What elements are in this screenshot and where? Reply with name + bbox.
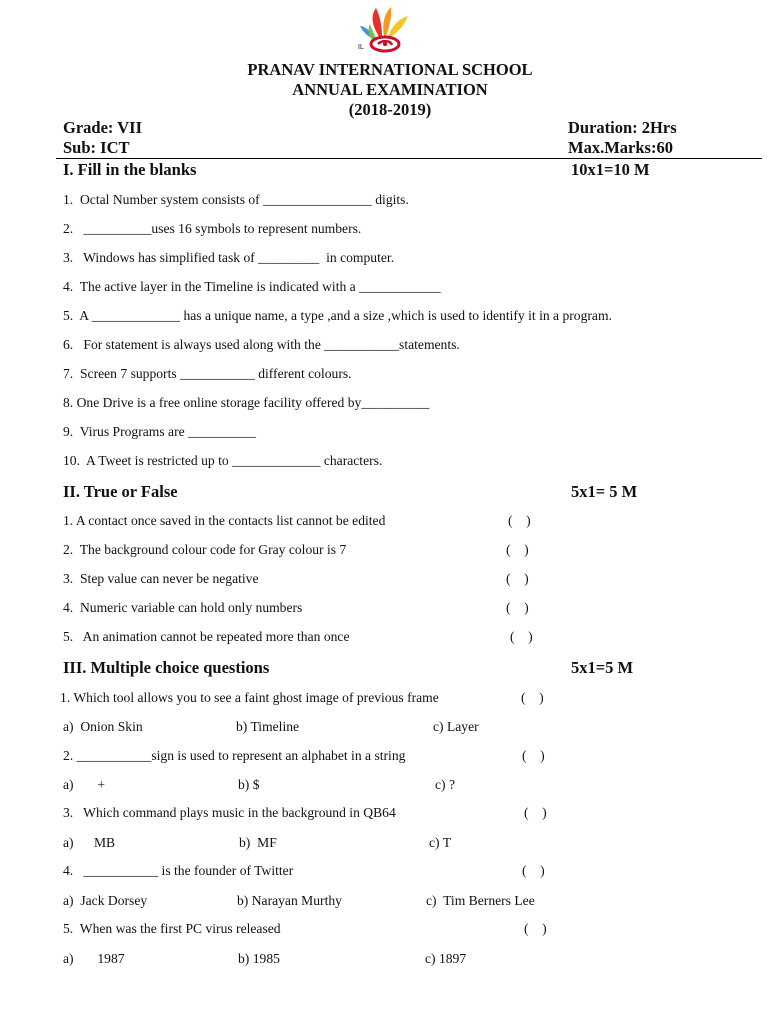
fill-question: 2. __________uses 16 symbols to represent numbers. — [63, 221, 362, 236]
logo-letters: IL — [358, 44, 364, 51]
mcq-option-b: b) $ — [238, 777, 260, 792]
mcq-option-c: c) Layer — [433, 719, 479, 734]
mcq-question: 1. Which tool allows you to see a faint ghost image of previous frame — [60, 690, 439, 705]
section-fill-marks: 10x1=10 M — [571, 160, 650, 179]
mcq-question: 5. When was the first PC virus released — [63, 921, 281, 936]
mcq-option-c: c) Tim Berners Lee — [426, 893, 535, 908]
school-name: PRANAV INTERNATIONAL SCHOOL — [247, 60, 533, 79]
answer-blank: ( ) — [522, 748, 545, 763]
fill-question: 1. Octal Number system consists of ________________ digits. — [63, 192, 409, 207]
fill-question: 3. Windows has simplified task of _________ in computer. — [63, 250, 395, 265]
answer-blank: ( ) — [524, 805, 547, 820]
max-marks-label: Max.Marks:60 — [568, 138, 673, 157]
mcq-option-a: a) Jack Dorsey — [63, 893, 148, 908]
mcq-option-c: c) 1897 — [425, 951, 467, 966]
mcq-question: 4. ___________ is the founder of Twitter — [63, 863, 294, 878]
mcq-question: 2. ___________sign is used to represent an alphabet in a string — [63, 748, 406, 763]
section-tf-title: II. True or False — [63, 482, 178, 501]
section-fill-title: I. Fill in the blanks — [63, 160, 197, 179]
answer-blank: ( ) — [506, 571, 529, 586]
mcq-option-b: b) MF — [239, 835, 277, 850]
mcq-option-b: b) 1985 — [238, 951, 280, 966]
tf-question: 3. Step value can never be negative — [63, 571, 259, 586]
fill-question: 4. The active layer in the Timeline is indicated with a ____________ — [63, 279, 441, 294]
grade-label: Grade: VII — [63, 118, 142, 137]
answer-blank: ( ) — [521, 690, 544, 705]
mcq-question: 3. Which command plays music in the background in QB64 — [63, 805, 396, 820]
mcq-option-c: c) T — [429, 835, 452, 850]
fill-question: 7. Screen 7 supports ___________ different colours. — [63, 366, 352, 381]
mcq-option-a: a) + — [63, 777, 106, 792]
fill-question: 10. A Tweet is restricted up to _____________ characters. — [63, 453, 383, 468]
answer-blank: ( ) — [506, 542, 529, 557]
answer-blank: ( ) — [506, 600, 529, 615]
exam-title: ANNUAL EXAMINATION — [292, 80, 488, 99]
tf-question: 5. An animation cannot be repeated more than once — [63, 629, 350, 644]
section-mcq-marks: 5x1=5 M — [571, 658, 634, 677]
mcq-option-b: b) Timeline — [236, 719, 300, 734]
mcq-option-a: a) 1987 — [63, 951, 125, 966]
mcq-option-a: a) MB — [63, 835, 116, 850]
fill-question: 9. Virus Programs are __________ — [63, 424, 257, 439]
fill-question: 6. For statement is always used along with the ___________statements. — [63, 337, 460, 352]
fill-question: 8. One Drive is a free online storage facility offered by__________ — [63, 395, 430, 410]
fill-question: 5. A _____________ has a unique name, a type ,and a size ,which is used to identify it in a program. — [63, 308, 612, 323]
answer-blank: ( ) — [508, 513, 531, 528]
section-tf-marks: 5x1= 5 M — [571, 482, 638, 501]
mcq-option-c: c) ? — [435, 777, 455, 792]
answer-blank: ( ) — [524, 921, 547, 936]
answer-blank: ( ) — [522, 863, 545, 878]
mcq-option-a: a) Onion Skin — [63, 719, 143, 734]
exam-year: (2018-2019) — [348, 100, 432, 119]
tf-question: 1. A contact once saved in the contacts list cannot be edited — [63, 513, 386, 528]
mcq-option-b: b) Narayan Murthy — [237, 893, 342, 908]
section-mcq-title: III. Multiple choice questions — [63, 658, 270, 677]
duration-label: Duration: 2Hrs — [568, 118, 677, 137]
header-divider — [56, 158, 762, 159]
school-logo — [358, 4, 414, 54]
tf-question: 4. Numeric variable can hold only numbers — [63, 600, 303, 615]
answer-blank: ( ) — [510, 629, 533, 644]
subject-label: Sub: ICT — [63, 138, 130, 157]
tf-question: 2. The background colour code for Gray colour is 7 — [63, 542, 347, 557]
